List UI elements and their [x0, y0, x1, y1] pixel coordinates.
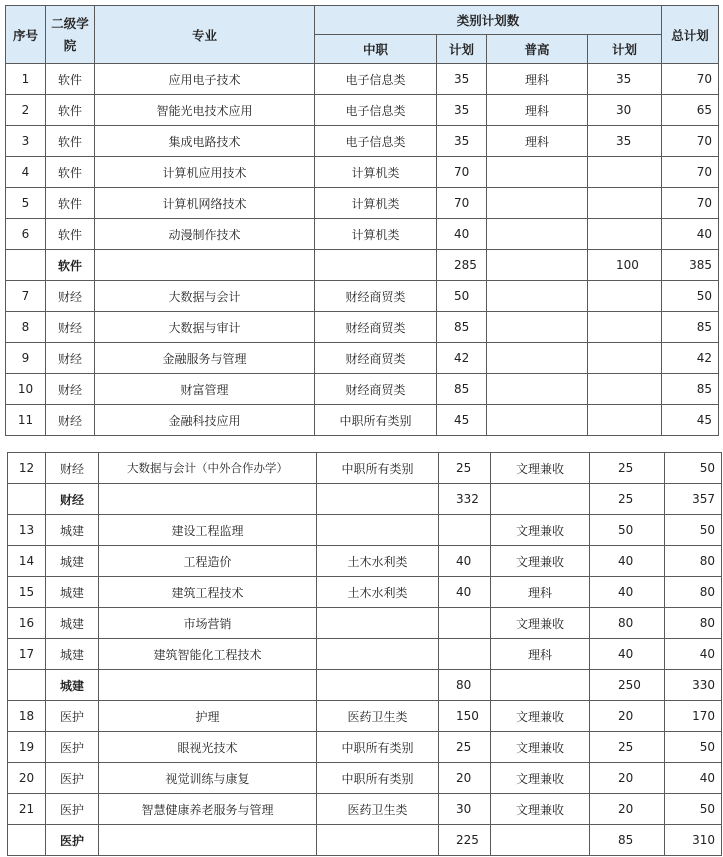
cell-vocational-plan: 70	[437, 188, 487, 219]
cell-seq: 17	[8, 639, 46, 670]
cell-vocational-plan: 42	[437, 343, 487, 374]
cell-general-plan: 40	[590, 639, 665, 670]
cell-major: 智慧健康养老服务与管理	[99, 794, 317, 825]
cell-major: 大数据与会计（中外合作办学）	[99, 453, 317, 484]
cell-seq: 12	[8, 453, 46, 484]
cell-major: 大数据与审计	[95, 312, 315, 343]
subtotal-row	[6, 250, 719, 281]
cell-major: 金融服务与管理	[95, 343, 315, 374]
cell-college: 城建	[46, 639, 99, 670]
table-row	[8, 763, 722, 794]
cell-total: 330	[665, 670, 722, 701]
cell-college: 财经	[46, 312, 95, 343]
cell-total: 42	[662, 343, 719, 374]
cell-total: 80	[665, 608, 722, 639]
cell-general	[491, 484, 590, 515]
cell-general-plan: 85	[590, 825, 665, 856]
cell-vocational-plan: 332	[439, 484, 491, 515]
cell-total: 50	[665, 453, 722, 484]
cell-general-plan	[588, 374, 662, 405]
cell-vocational: 财经商贸类	[315, 312, 437, 343]
cell-college: 城建	[46, 670, 99, 701]
cell-general-plan	[588, 343, 662, 374]
cell-seq: 8	[6, 312, 46, 343]
cell-seq: 13	[8, 515, 46, 546]
cell-vocational: 电子信息类	[315, 64, 437, 95]
cell-vocational-plan: 150	[439, 701, 491, 732]
cell-vocational-plan: 35	[437, 64, 487, 95]
cell-general-plan: 35	[588, 126, 662, 157]
table-row	[6, 64, 719, 95]
cell-vocational	[317, 515, 439, 546]
cell-vocational-plan: 40	[439, 577, 491, 608]
table-row	[8, 701, 722, 732]
cell-general	[487, 405, 588, 436]
cell-seq: 18	[8, 701, 46, 732]
cell-seq: 3	[6, 126, 46, 157]
cell-general	[487, 188, 588, 219]
cell-seq: 21	[8, 794, 46, 825]
cell-vocational: 土木水利类	[317, 577, 439, 608]
cell-general-plan: 25	[590, 484, 665, 515]
cell-general: 文理兼收	[491, 515, 590, 546]
cell-general: 文理兼收	[491, 763, 590, 794]
cell-general-plan: 20	[590, 701, 665, 732]
cell-vocational-plan: 85	[437, 312, 487, 343]
subtotal-row	[8, 670, 722, 701]
cell-seq: 9	[6, 343, 46, 374]
cell-general	[487, 374, 588, 405]
header-college-label: 二级学院	[51, 15, 89, 53]
cell-seq: 14	[8, 546, 46, 577]
cell-major	[99, 825, 317, 856]
table-row	[6, 343, 719, 374]
cell-seq: 11	[6, 405, 46, 436]
table-row	[8, 577, 722, 608]
cell-major: 视觉训练与康复	[99, 763, 317, 794]
cell-total: 70	[662, 64, 719, 95]
cell-vocational: 计算机类	[315, 219, 437, 250]
cell-vocational	[315, 250, 437, 281]
cell-college: 城建	[46, 608, 99, 639]
header-general-plan: 计划	[588, 35, 662, 64]
cell-major	[99, 670, 317, 701]
cell-major: 建筑工程技术	[99, 577, 317, 608]
cell-major: 应用电子技术	[95, 64, 315, 95]
header-college	[46, 6, 95, 64]
cell-college: 软件	[46, 188, 95, 219]
cell-college: 医护	[46, 763, 99, 794]
cell-total: 85	[662, 312, 719, 343]
header-general: 普高	[487, 35, 588, 64]
cell-total: 85	[662, 374, 719, 405]
cell-vocational: 计算机类	[315, 157, 437, 188]
cell-major: 工程造价	[99, 546, 317, 577]
table-row	[6, 219, 719, 250]
cell-seq: 2	[6, 95, 46, 126]
cell-seq	[6, 250, 46, 281]
cell-major: 计算机应用技术	[95, 157, 315, 188]
subtotal-row	[8, 484, 722, 515]
cell-total: 385	[662, 250, 719, 281]
cell-general-plan	[588, 157, 662, 188]
cell-total: 50	[665, 515, 722, 546]
table-row	[6, 188, 719, 219]
cell-college: 财经	[46, 484, 99, 515]
cell-vocational-plan: 85	[437, 374, 487, 405]
table-row	[8, 515, 722, 546]
cell-vocational: 电子信息类	[315, 95, 437, 126]
cell-total: 70	[662, 157, 719, 188]
table-row	[6, 312, 719, 343]
cell-general: 理科	[491, 577, 590, 608]
cell-vocational-plan: 35	[437, 95, 487, 126]
cell-vocational: 财经商贸类	[315, 281, 437, 312]
cell-general: 文理兼收	[491, 453, 590, 484]
cell-major: 集成电路技术	[95, 126, 315, 157]
cell-vocational: 电子信息类	[315, 126, 437, 157]
cell-vocational: 中职所有类别	[315, 405, 437, 436]
cell-college: 医护	[46, 825, 99, 856]
cell-college: 软件	[46, 64, 95, 95]
cell-major: 建设工程监理	[99, 515, 317, 546]
cell-seq: 7	[6, 281, 46, 312]
cell-vocational-plan: 45	[437, 405, 487, 436]
table-row	[6, 157, 719, 188]
cell-major: 市场营销	[99, 608, 317, 639]
cell-college: 城建	[46, 546, 99, 577]
cell-total: 40	[665, 763, 722, 794]
cell-total: 70	[662, 126, 719, 157]
cell-general-plan: 40	[590, 546, 665, 577]
cell-seq: 16	[8, 608, 46, 639]
header-major: 专业	[95, 6, 315, 64]
header-vocational: 中职	[315, 35, 437, 64]
cell-vocational: 中职所有类别	[317, 763, 439, 794]
cell-major: 大数据与会计	[95, 281, 315, 312]
cell-general	[487, 250, 588, 281]
cell-vocational: 医药卫生类	[317, 701, 439, 732]
cell-college: 医护	[46, 794, 99, 825]
cell-college: 城建	[46, 515, 99, 546]
cell-total: 45	[662, 405, 719, 436]
cell-major: 护理	[99, 701, 317, 732]
cell-vocational-plan	[439, 515, 491, 546]
cell-general-plan: 25	[590, 732, 665, 763]
cell-general-plan	[588, 219, 662, 250]
cell-college: 软件	[46, 126, 95, 157]
header-vocational-plan: 计划	[437, 35, 487, 64]
cell-general-plan: 100	[588, 250, 662, 281]
cell-general	[487, 343, 588, 374]
cell-general	[487, 219, 588, 250]
table-row	[8, 732, 722, 763]
header-total: 总计划	[662, 6, 719, 64]
cell-total: 310	[665, 825, 722, 856]
cell-general-plan: 25	[590, 453, 665, 484]
table-row	[6, 281, 719, 312]
cell-seq	[8, 825, 46, 856]
cell-vocational-plan: 70	[437, 157, 487, 188]
cell-vocational-plan: 25	[439, 732, 491, 763]
cell-total: 50	[662, 281, 719, 312]
cell-vocational-plan: 40	[437, 219, 487, 250]
cell-general-plan: 80	[590, 608, 665, 639]
cell-seq: 15	[8, 577, 46, 608]
cell-vocational: 中职所有类别	[317, 732, 439, 763]
cell-total: 50	[665, 794, 722, 825]
table-row	[8, 608, 722, 639]
cell-general-plan: 40	[590, 577, 665, 608]
table-row	[8, 453, 722, 484]
cell-vocational-plan: 30	[439, 794, 491, 825]
cell-seq: 1	[6, 64, 46, 95]
cell-vocational-plan: 35	[437, 126, 487, 157]
cell-general-plan	[588, 188, 662, 219]
cell-college: 软件	[46, 157, 95, 188]
cell-total: 170	[665, 701, 722, 732]
cell-total: 40	[665, 639, 722, 670]
cell-general-plan: 20	[590, 763, 665, 794]
cell-total: 80	[665, 577, 722, 608]
cell-major	[99, 484, 317, 515]
cell-general	[491, 825, 590, 856]
cell-vocational-plan: 225	[439, 825, 491, 856]
cell-general: 文理兼收	[491, 608, 590, 639]
cell-general-plan	[588, 312, 662, 343]
cell-college: 医护	[46, 701, 99, 732]
cell-seq: 5	[6, 188, 46, 219]
cell-general: 文理兼收	[491, 546, 590, 577]
cell-general: 理科	[487, 126, 588, 157]
cell-vocational: 财经商贸类	[315, 343, 437, 374]
table-row	[6, 95, 719, 126]
table-row	[8, 546, 722, 577]
cell-vocational: 计算机类	[315, 188, 437, 219]
header-category-group: 类别计划数	[315, 6, 662, 35]
cell-general: 文理兼收	[491, 732, 590, 763]
cell-college: 财经	[46, 374, 95, 405]
cell-total: 357	[665, 484, 722, 515]
cell-vocational-plan: 285	[437, 250, 487, 281]
cell-seq: 6	[6, 219, 46, 250]
cell-vocational-plan: 20	[439, 763, 491, 794]
enrollment-plan-table-part2	[7, 452, 722, 856]
cell-general: 文理兼收	[491, 794, 590, 825]
header-seq: 序号	[6, 6, 46, 64]
cell-vocational	[317, 639, 439, 670]
cell-college: 软件	[46, 219, 95, 250]
cell-general: 理科	[487, 95, 588, 126]
cell-vocational: 财经商贸类	[315, 374, 437, 405]
cell-vocational-plan: 25	[439, 453, 491, 484]
header-row-top	[6, 6, 719, 35]
cell-major: 动漫制作技术	[95, 219, 315, 250]
cell-vocational	[317, 484, 439, 515]
cell-vocational	[317, 670, 439, 701]
cell-general-plan: 30	[588, 95, 662, 126]
cell-general-plan	[588, 281, 662, 312]
cell-vocational-plan	[439, 639, 491, 670]
cell-college: 城建	[46, 577, 99, 608]
cell-vocational-plan	[439, 608, 491, 639]
cell-seq: 10	[6, 374, 46, 405]
cell-major: 金融科技应用	[95, 405, 315, 436]
table-row	[6, 405, 719, 436]
cell-general-plan: 20	[590, 794, 665, 825]
cell-major: 计算机网络技术	[95, 188, 315, 219]
cell-general-plan	[588, 405, 662, 436]
cell-seq: 20	[8, 763, 46, 794]
cell-general	[491, 670, 590, 701]
subtotal-row	[8, 825, 722, 856]
cell-general-plan: 250	[590, 670, 665, 701]
cell-major: 建筑智能化工程技术	[99, 639, 317, 670]
cell-college: 财经	[46, 281, 95, 312]
cell-total: 80	[665, 546, 722, 577]
cell-college: 财经	[46, 343, 95, 374]
cell-general	[487, 312, 588, 343]
cell-total: 65	[662, 95, 719, 126]
cell-general: 理科	[487, 64, 588, 95]
cell-general-plan: 35	[588, 64, 662, 95]
cell-general-plan: 50	[590, 515, 665, 546]
cell-total: 70	[662, 188, 719, 219]
cell-vocational-plan: 50	[437, 281, 487, 312]
cell-major: 眼视光技术	[99, 732, 317, 763]
cell-college: 财经	[46, 405, 95, 436]
cell-general	[487, 157, 588, 188]
cell-seq	[8, 484, 46, 515]
cell-vocational	[317, 608, 439, 639]
cell-general: 文理兼收	[491, 701, 590, 732]
cell-general: 理科	[491, 639, 590, 670]
table-row	[6, 374, 719, 405]
cell-seq	[8, 670, 46, 701]
table-row	[8, 639, 722, 670]
cell-seq: 4	[6, 157, 46, 188]
cell-vocational: 医药卫生类	[317, 794, 439, 825]
cell-vocational-plan: 80	[439, 670, 491, 701]
cell-major	[95, 250, 315, 281]
cell-college: 医护	[46, 732, 99, 763]
cell-general	[487, 281, 588, 312]
cell-seq: 19	[8, 732, 46, 763]
cell-college: 软件	[46, 250, 95, 281]
cell-vocational-plan: 40	[439, 546, 491, 577]
cell-college: 软件	[46, 95, 95, 126]
cell-total: 40	[662, 219, 719, 250]
table-row	[8, 794, 722, 825]
cell-vocational: 中职所有类别	[317, 453, 439, 484]
enrollment-plan-table-part1	[5, 5, 719, 436]
cell-total: 50	[665, 732, 722, 763]
cell-college: 财经	[46, 453, 99, 484]
cell-major: 智能光电技术应用	[95, 95, 315, 126]
table-row	[6, 126, 719, 157]
cell-vocational: 土木水利类	[317, 546, 439, 577]
cell-vocational	[317, 825, 439, 856]
cell-major: 财富管理	[95, 374, 315, 405]
